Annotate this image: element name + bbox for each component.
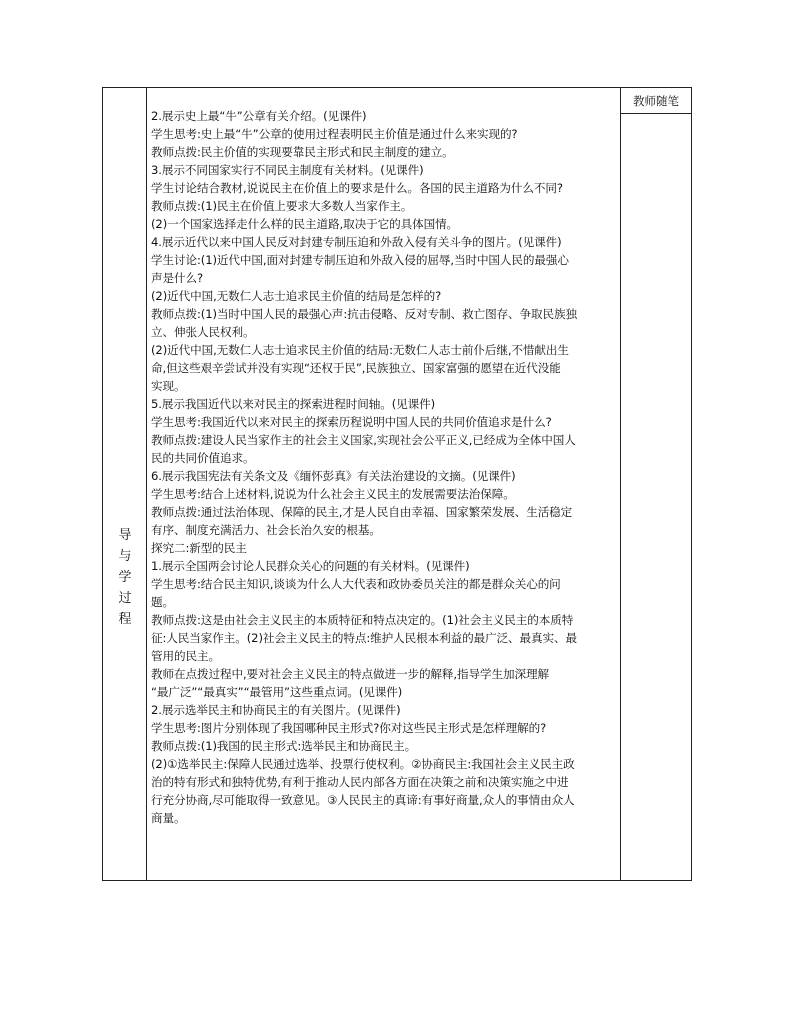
content-line: 教师在点拨过程中,要对社会主义民主的特点做进一步的解释,指导学生加深理解 (151, 667, 549, 681)
content-line: 声是什么? (151, 271, 204, 285)
content-line: (2)近代中国,无数仁人志士追求民主价值的结局:无数仁人志士前仆后继,不惜献出生 (151, 343, 569, 357)
section-label-char: 与 (118, 549, 132, 564)
content-line: 教师点拨:民主价值的实现要靠民主形式和民主制度的建立。 (151, 145, 454, 159)
lesson-table (102, 87, 692, 881)
section-label (103, 525, 147, 630)
content-line: 民的共同价值追求。 (151, 451, 255, 465)
content-line: 4.展示近代以来中国人民反对封建专制压迫和外敌入侵有关斗争的图片。(见课件) (151, 235, 562, 249)
content-line: 教师点拨:(1)民主在价值上要求大多数人当家作主。 (151, 199, 413, 213)
content-line: 学生讨论:(1)近代中国,面对封建专制压迫和外敌入侵的屈辱,当时中国人民的最强心 (151, 253, 569, 267)
content-line: 实现。 (151, 379, 186, 393)
section-label-char: 程 (118, 612, 132, 627)
content-line: 治的特有形式和独特优势,有利于推动人民内部各方面在决策之前和决策实施之中进 (151, 775, 569, 789)
section-label-char: 导 (118, 528, 132, 543)
content-line: 5.展示我国近代以来对民主的探索进程时间轴。(见课件) (151, 397, 436, 411)
content-line: 教师点拨:(1)当时中国人民的最强心声:抗击侵略、反对专制、救亡图存、争取民族独 (151, 307, 578, 321)
content-line: 教师点拨:(1)我国的民主形式:选举民主和协商民主。 (151, 739, 417, 753)
lesson-content (151, 107, 617, 827)
section-label-cell (103, 88, 147, 880)
content-line: 命,但这些艰辛尝试并没有实现“还权于民”,民族独立、国家富强的愿望在近代没能 (151, 361, 561, 375)
content-line: 教师点拨:建设人民当家作主的社会主义国家,实现社会公平正义,已经成为全体中国人 (151, 433, 576, 447)
content-line: (2)近代中国,无数仁人志士追求民主价值的结局是怎样的? (151, 289, 442, 303)
content-line: 学生思考:结合上述材料,说说为什么社会主义民主的发展需要法治保障。 (151, 487, 515, 501)
content-line: 题。 (151, 595, 174, 609)
content-line: 商量。 (151, 811, 186, 825)
section-label-char: 学 (118, 570, 132, 585)
section-label-char: 过 (118, 591, 132, 606)
content-line: 征:人民当家作主。(2)社会主义民主的特点:维护人民根本利益的最广泛、最真实、最 (151, 631, 578, 645)
content-line: 立、伸张人民权利。 (151, 325, 255, 339)
content-line: 教师点拨:通过法治体现、保障的民主,才是人民自由幸福、国家繁荣发展、生活稳定 (151, 505, 573, 519)
content-line: 3.展示不同国家实行不同民主制度有关材料。(见课件) (151, 163, 424, 177)
content-line: 2.展示史上最“牛”公章有关介绍。(见课件) (151, 109, 367, 123)
content-line: 1.展示全国两会讨论人民群众关心的问题的有关材料。(见课件) (151, 559, 470, 573)
content-line: 教师点拨:这是由社会主义民主的本质特征和特点决定的。(1)社会主义民主的本质特 (151, 613, 574, 627)
content-line: “最广泛”“最真实”“最管用”这些重点词。(见课件) (151, 685, 403, 699)
lesson-content-cell (147, 88, 621, 880)
content-line: 学生思考:图片分别体现了我国哪种民主形式?你对这些民主形式是怎样理解的? (151, 721, 547, 735)
content-line: 管用的民主。 (151, 649, 220, 663)
teacher-notes-cell (621, 88, 691, 880)
content-line: (2)①选举民主:保障人民通过选举、投票行使权利。②协商民主:我国社会主义民主政 (151, 757, 575, 771)
content-line: 行充分协商,尽可能取得一致意见。③人民民主的真谛:有事好商量,众人的事情由众人 (151, 793, 575, 807)
content-line: (2)一个国家选择走什么样的民主道路,取决于它的具体国情。 (151, 217, 459, 231)
content-line: 学生思考:结合民主知识,谈谈为什么人大代表和政协委员关注的都是群众关心的问 (151, 577, 561, 591)
content-line: 探究二:新型的民主 (151, 541, 247, 555)
content-line: 学生讨论结合教材,说说民主在价值上的要求是什么。各国的民主道路为什么不同? (151, 181, 563, 195)
content-line: 6.展示我国宪法有关条文及《缅怀彭真》有关法治建设的文摘。(见课件) (151, 469, 516, 483)
content-line: 学生思考:我国近代以来对民主的探索历程说明中国人民的共同价值追求是什么? (151, 415, 552, 429)
teacher-notes-header: 教师随笔 (633, 94, 679, 108)
content-line: 有序、制度充满活力、社会长治久安的根基。 (151, 523, 381, 537)
content-line: 学生思考:史上最“牛”公章的使用过程表明民主价值是通过什么来实现的? (151, 127, 518, 141)
content-line: 2.展示选举民主和协商民主的有关图片。(见课件) (151, 703, 401, 717)
